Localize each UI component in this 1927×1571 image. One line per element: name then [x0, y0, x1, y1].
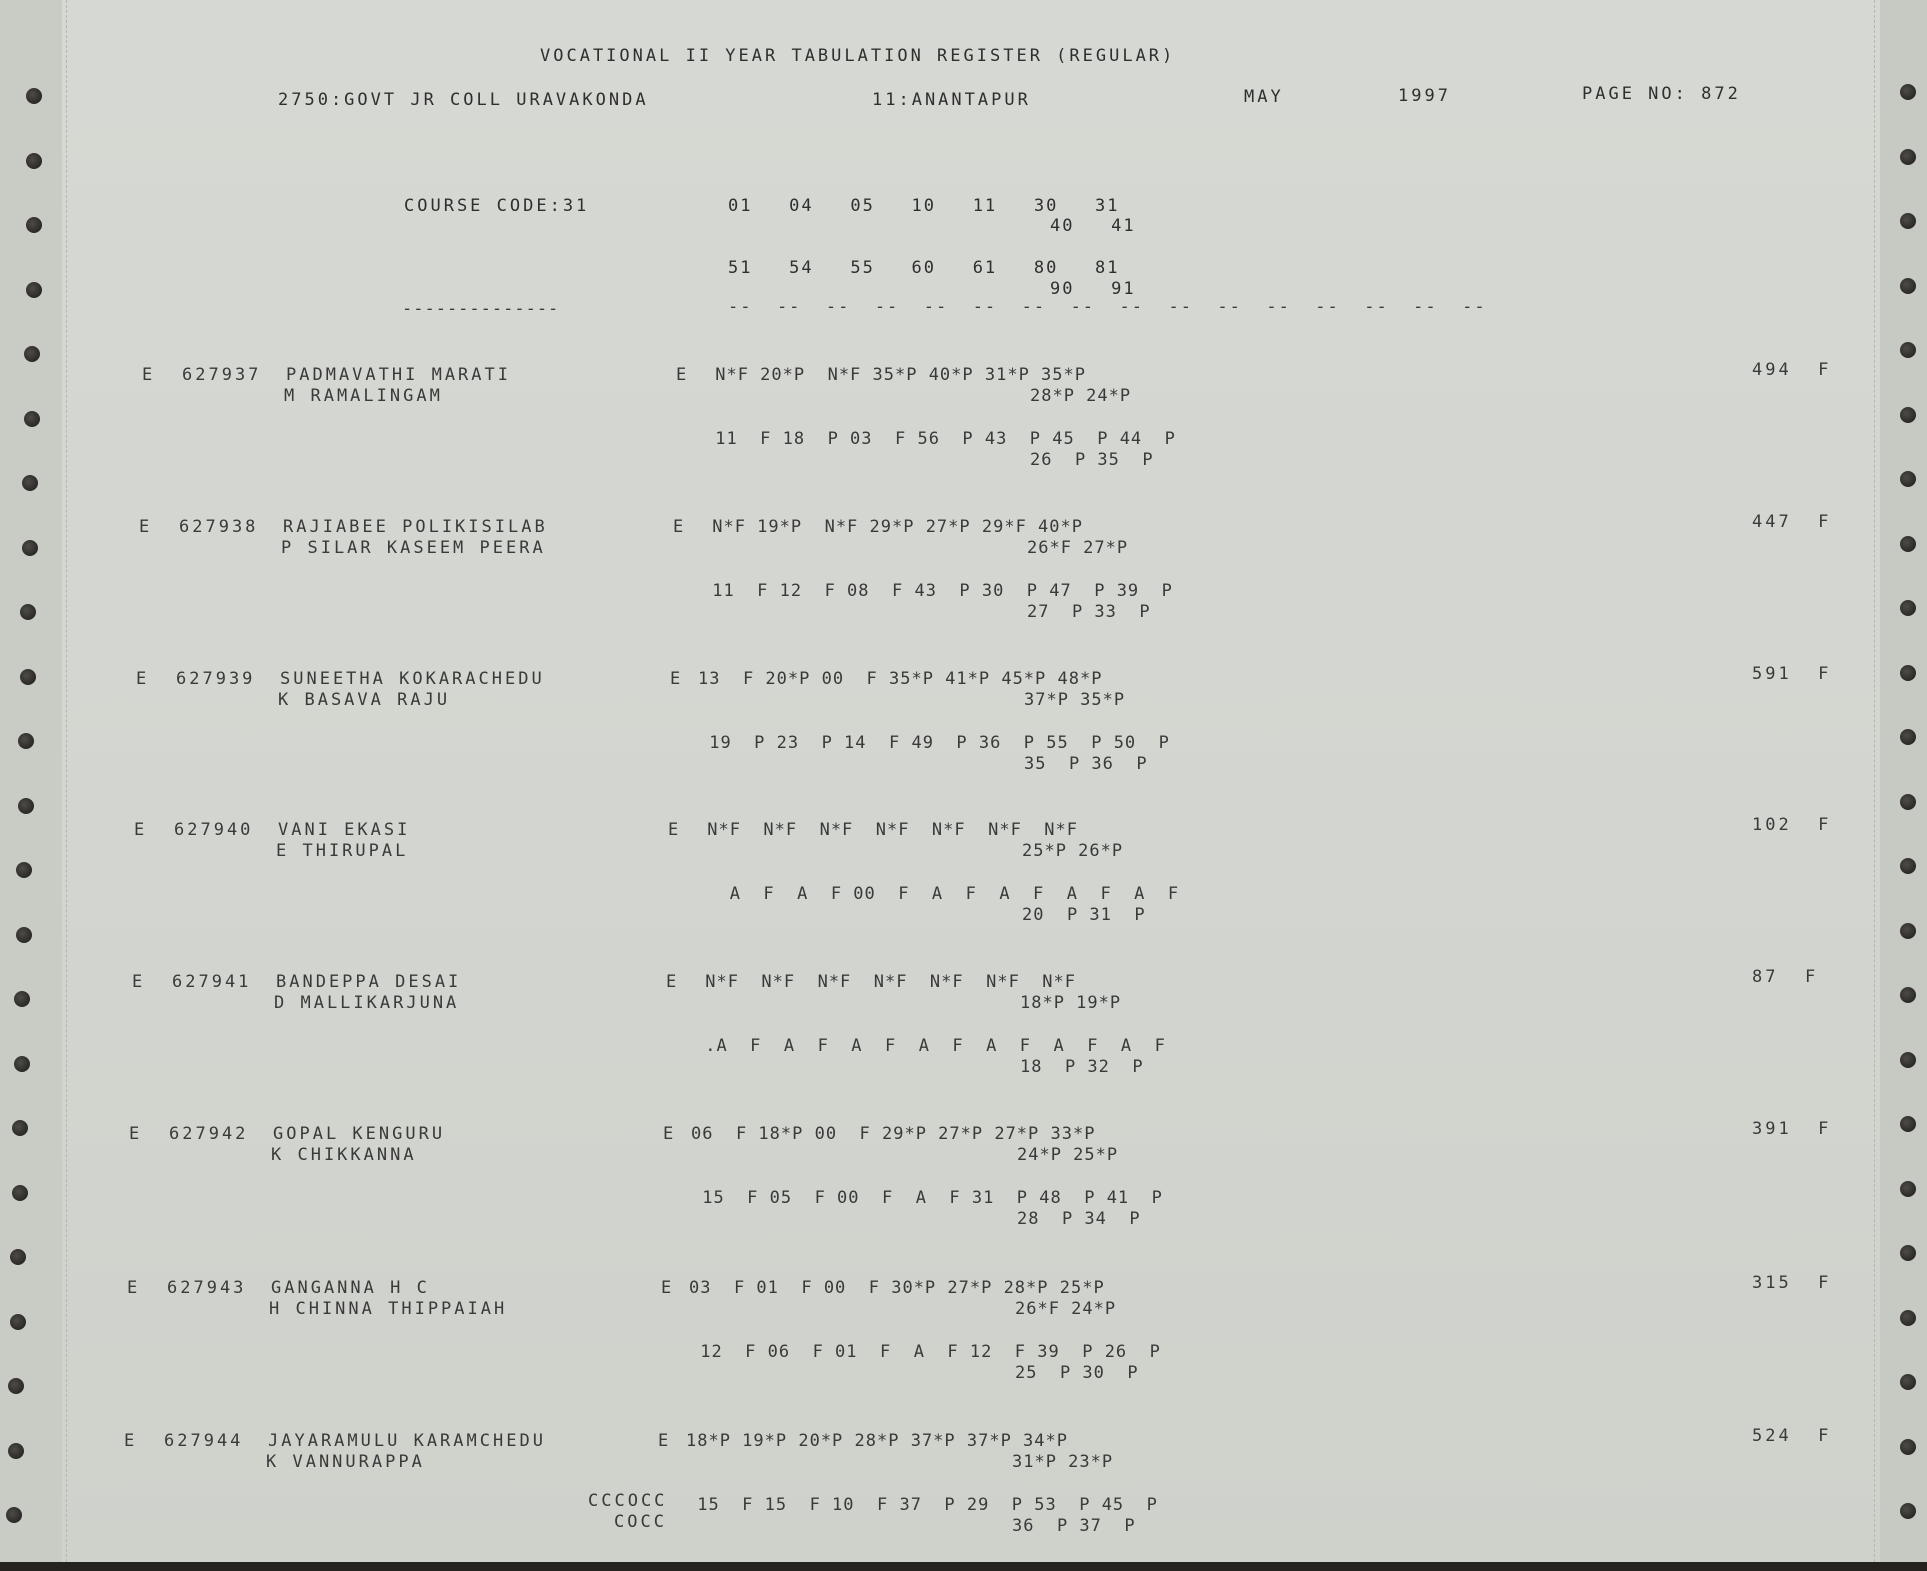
- marks-line-2: 37*P 35*P: [1024, 690, 1126, 710]
- record-prefix: E: [658, 1431, 672, 1451]
- tractor-hole-right: [1900, 923, 1916, 939]
- roll-number: 627941: [172, 972, 252, 992]
- tractor-hole-left: [16, 862, 32, 878]
- tractor-hole-left: [24, 411, 40, 427]
- marks-line-1: 06 F 18*P 00 F 29*P 27*P 27*P 33*P: [691, 1124, 1096, 1144]
- left-tractor-strip: [0, 0, 62, 1562]
- subject-codes-row1-second: 40 41: [1050, 216, 1136, 236]
- student-code: E: [142, 365, 156, 385]
- total-marks: 391 F: [1752, 1119, 1832, 1139]
- tractor-hole-left: [6, 1507, 22, 1523]
- tractor-hole-right: [1900, 858, 1916, 874]
- roll-number: 627940: [174, 820, 254, 840]
- tractor-hole-right: [1900, 1116, 1916, 1132]
- register-title: VOCATIONAL II YEAR TABULATION REGISTER (REGULAR): [540, 46, 1176, 66]
- tractor-hole-right: [1900, 149, 1916, 165]
- marks-line-4: 36 P 37 P: [1012, 1516, 1136, 1536]
- tractor-hole-right: [1900, 1439, 1916, 1455]
- marks-line-4: 26 P 35 P: [1030, 450, 1154, 470]
- tractor-hole-left: [18, 733, 34, 749]
- student-code: E: [136, 669, 150, 689]
- marks-line-2: 28*P 24*P: [1030, 386, 1132, 406]
- marks-line-2: 24*P 25*P: [1017, 1145, 1119, 1165]
- roll-number: 627937: [182, 365, 262, 385]
- tractor-hole-left: [10, 1249, 26, 1265]
- marks-line-1: N*F N*F N*F N*F N*F N*F N*F: [694, 972, 1076, 992]
- tractor-hole-right: [1900, 987, 1916, 1003]
- marks-line-3: 19 P 23 P 14 F 49 P 36 P 55 P 50 P: [698, 733, 1170, 753]
- student-name: JAYARAMULU KARAMCHEDU: [268, 1431, 546, 1451]
- marks-line-1: N*F N*F N*F N*F N*F N*F N*F: [696, 820, 1078, 840]
- marks-line-2: 18*P 19*P: [1020, 993, 1122, 1013]
- tractor-hole-left: [8, 1443, 24, 1459]
- total-marks: 87 F: [1752, 967, 1819, 987]
- tractor-hole-right: [1900, 278, 1916, 294]
- student-name: GANGANNA H C: [271, 1278, 430, 1298]
- roll-number: 627943: [167, 1278, 247, 1298]
- tractor-hole-right: [1900, 342, 1916, 358]
- right-perforation: [1874, 0, 1876, 1562]
- tractor-hole-left: [26, 153, 42, 169]
- student-code: E: [127, 1278, 141, 1298]
- marks-line-2: 26*F 24*P: [1015, 1299, 1117, 1319]
- college-name: 2750:GOVT JR COLL URAVAKONDA: [278, 90, 649, 110]
- tractor-hole-right: [1900, 729, 1916, 745]
- total-marks: 447 F: [1752, 512, 1832, 532]
- marks-line-1: 03 F 01 F 00 F 30*P 27*P 28*P 25*P: [689, 1278, 1105, 1298]
- course-code: COURSE CODE:31: [404, 196, 590, 216]
- student-name: VANI EKASI: [278, 820, 411, 840]
- tractor-hole-left: [18, 798, 34, 814]
- tractor-hole-left: [14, 991, 30, 1007]
- student-code: E: [129, 1124, 143, 1144]
- marks-line-1: N*F 20*P N*F 35*P 40*P 31*P 35*P: [704, 365, 1086, 385]
- marks-line-4: 27 P 33 P: [1027, 602, 1151, 622]
- tractor-hole-left: [12, 1185, 28, 1201]
- tractor-hole-left: [26, 88, 42, 104]
- marks-line-2: 25*P 26*P: [1022, 841, 1124, 861]
- student-code: E: [132, 972, 146, 992]
- roll-number: 627938: [179, 517, 259, 537]
- total-marks: 315 F: [1752, 1273, 1832, 1293]
- tractor-hole-right: [1900, 471, 1916, 487]
- marks-line-4: 35 P 36 P: [1024, 754, 1148, 774]
- marks-line-3: 11 F 18 P 03 F 56 P 43 P 45 P 44 P: [704, 429, 1176, 449]
- marks-line-1: 13 F 20*P 00 F 35*P 41*P 45*P 48*P: [698, 669, 1103, 689]
- total-marks: 494 F: [1752, 360, 1832, 380]
- marks-line-3: 15 F 05 F 00 F A F 31 P 48 P 41 P: [691, 1188, 1163, 1208]
- subject-codes-row1: 01 04 05 10 11 30 31: [728, 196, 1120, 216]
- subject-codes-row2-second: 90 91: [1050, 279, 1136, 299]
- tractor-hole-right: [1900, 536, 1916, 552]
- district-name: 11:ANANTAPUR: [872, 90, 1031, 110]
- marks-line-3: 15 F 15 F 10 F 37 P 29 P 53 P 45 P: [686, 1495, 1158, 1515]
- tractor-hole-left: [26, 217, 42, 233]
- tractor-hole-right: [1900, 794, 1916, 810]
- tractor-hole-right: [1900, 84, 1916, 100]
- marks-line-2: 26*F 27*P: [1027, 538, 1129, 558]
- record-prefix: E: [661, 1278, 675, 1298]
- exam-year: 1997: [1398, 86, 1451, 106]
- record-prefix: E: [673, 517, 687, 537]
- student-name: GOPAL KENGURU: [273, 1124, 446, 1144]
- subject-codes-row2: 51 54 55 60 61 80 81: [728, 258, 1120, 278]
- tractor-hole-left: [16, 927, 32, 943]
- marks-line-4: 25 P 30 P: [1015, 1363, 1139, 1383]
- student-name: PADMAVATHI MARATI: [286, 365, 511, 385]
- separator-columns: -- -- -- -- -- -- -- -- -- -- -- -- -- -- -- --: [728, 297, 1487, 317]
- record-prefix: E: [668, 820, 682, 840]
- background-edge: [0, 1562, 1927, 1571]
- tractor-hole-right: [1900, 407, 1916, 423]
- tractor-hole-right: [1900, 1245, 1916, 1261]
- roll-number: 627942: [169, 1124, 249, 1144]
- marks-line-2: 31*P 23*P: [1012, 1452, 1114, 1472]
- tractor-hole-right: [1900, 1052, 1916, 1068]
- tractor-hole-left: [22, 540, 38, 556]
- tractor-hole-right: [1900, 1503, 1916, 1519]
- student-code: E: [124, 1431, 138, 1451]
- separator-left: --------------: [402, 299, 560, 319]
- tractor-hole-left: [20, 604, 36, 620]
- left-perforation: [66, 0, 68, 1562]
- record-prefix: E: [670, 669, 684, 689]
- tractor-hole-right: [1900, 1310, 1916, 1326]
- tractor-hole-right: [1900, 213, 1916, 229]
- tractor-hole-left: [8, 1378, 24, 1394]
- roll-number: 627939: [176, 669, 256, 689]
- roll-number: 627944: [164, 1431, 244, 1451]
- father-name: M RAMALINGAM: [284, 386, 443, 406]
- marks-line-3: 11 F 12 F 08 F 43 P 30 P 47 P 39 P: [701, 581, 1173, 601]
- tractor-hole-left: [12, 1120, 28, 1136]
- father-name: E THIRUPAL: [276, 841, 409, 861]
- father-name: K BASAVA RAJU: [278, 690, 451, 710]
- page-number: PAGE NO: 872: [1582, 84, 1741, 104]
- father-name: D MALLIKARJUNA: [274, 993, 460, 1013]
- marks-line-4: 20 P 31 P: [1022, 905, 1146, 925]
- total-marks: 102 F: [1752, 815, 1832, 835]
- marks-line-4: 18 P 32 P: [1020, 1057, 1144, 1077]
- tractor-hole-left: [24, 346, 40, 362]
- student-name: BANDEPPA DESAI: [276, 972, 462, 992]
- father-name: H CHINNA THIPPAIAH: [269, 1299, 508, 1319]
- student-code: E: [134, 820, 148, 840]
- annotation-line-2: COCC: [614, 1512, 667, 1532]
- record-prefix: E: [663, 1124, 677, 1144]
- annotation-line-1: CCCOCC: [588, 1491, 668, 1511]
- tractor-hole-left: [10, 1314, 26, 1330]
- tractor-hole-right: [1900, 1374, 1916, 1390]
- father-name: K CHIKKANNA: [271, 1145, 417, 1165]
- marks-line-3: 12 F 06 F 01 F A F 12 F 39 P 26 P: [689, 1342, 1161, 1362]
- father-name: P SILAR KASEEM PEERA: [281, 538, 546, 558]
- exam-month: MAY: [1244, 87, 1284, 107]
- right-tractor-strip: [1880, 0, 1927, 1562]
- total-marks: 591 F: [1752, 664, 1832, 684]
- total-marks: 524 F: [1752, 1426, 1832, 1446]
- tractor-hole-left: [14, 1056, 30, 1072]
- tractor-hole-left: [20, 669, 36, 685]
- tractor-hole-left: [22, 475, 38, 491]
- student-name: RAJIABEE POLIKISILAB: [283, 517, 548, 537]
- marks-line-1: 18*P 19*P 20*P 28*P 37*P 37*P 34*P: [686, 1431, 1068, 1451]
- record-prefix: E: [676, 365, 690, 385]
- tractor-hole-left: [26, 282, 42, 298]
- marks-line-3: .A F A F A F A F A F A F A F: [694, 1036, 1166, 1056]
- tractor-hole-right: [1900, 665, 1916, 681]
- student-name: SUNEETHA KOKARACHEDU: [280, 669, 545, 689]
- marks-line-4: 28 P 34 P: [1017, 1209, 1141, 1229]
- tractor-hole-right: [1900, 600, 1916, 616]
- father-name: K VANNURAPPA: [266, 1452, 425, 1472]
- student-code: E: [139, 517, 153, 537]
- marks-line-3: A F A F 00 F A F A F A F A F: [696, 884, 1180, 904]
- record-prefix: E: [666, 972, 680, 992]
- marks-line-1: N*F 19*P N*F 29*P 27*P 29*F 40*P: [701, 517, 1083, 537]
- tractor-hole-right: [1900, 1181, 1916, 1197]
